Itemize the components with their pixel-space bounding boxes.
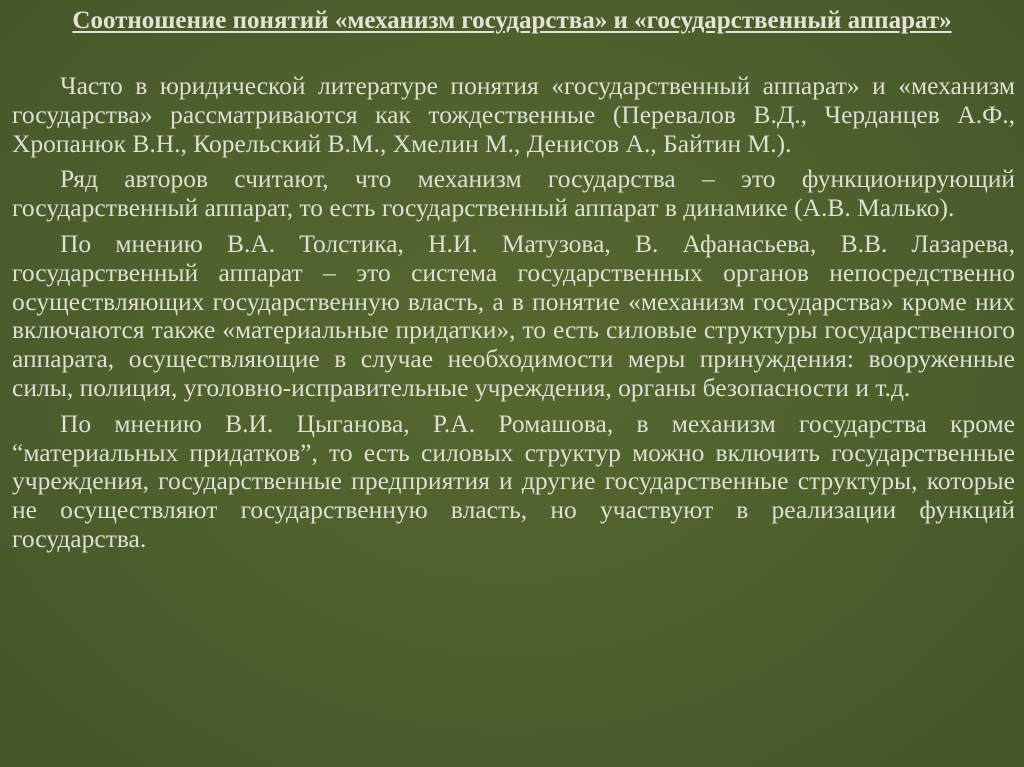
paragraph-3: По мнению В.А. Толстика, Н.И. Матузова, В. Афанасьева, В.В. Лазарева, государственный аппарат – это система государственных органов непосредственно осуществляющих государственную власть, а в понятие «механизм государства» кроме них включаются также «материальные придатки», то есть силовые структуры государственного аппарата, осуществляющие в случае необходимости меры принуждения: вооруженные силы, полиция, уголовно-исправительные учреждения, органы безопасности и т.д. bbox=[12, 228, 1015, 402]
slide-body bbox=[12, 72, 1015, 561]
paragraph-2: Ряд авторов считают, что механизм государства – это функционирующий государственный аппарат, то есть государственный аппарат в динамике (А.В. Малько). bbox=[12, 164, 1015, 223]
paragraph-1: Часто в юридической литературе понятия «государственный аппарат» и «механизм государства» рассматриваются как тождественные (Перевалов В.Д., Черданцев А.Ф., Хропанюк В.Н., Корельский В.М., Хмелин М., Денисов А., Байтин М.). bbox=[12, 71, 1015, 158]
slide-title: Соотношение понятий «механизм государства» и «государственный аппарат» bbox=[72, 7, 952, 34]
paragraph-4: По мнению В.И. Цыганова, Р.А. Ромашова, в механизм государства кроме “материальных придатков”, то есть силовых структур можно включить государственные учреждения, государственные предприятия и другие государственные структуры, которые не осуществляют государственную власть, но участвуют в реализации функций государства. bbox=[12, 408, 1015, 553]
